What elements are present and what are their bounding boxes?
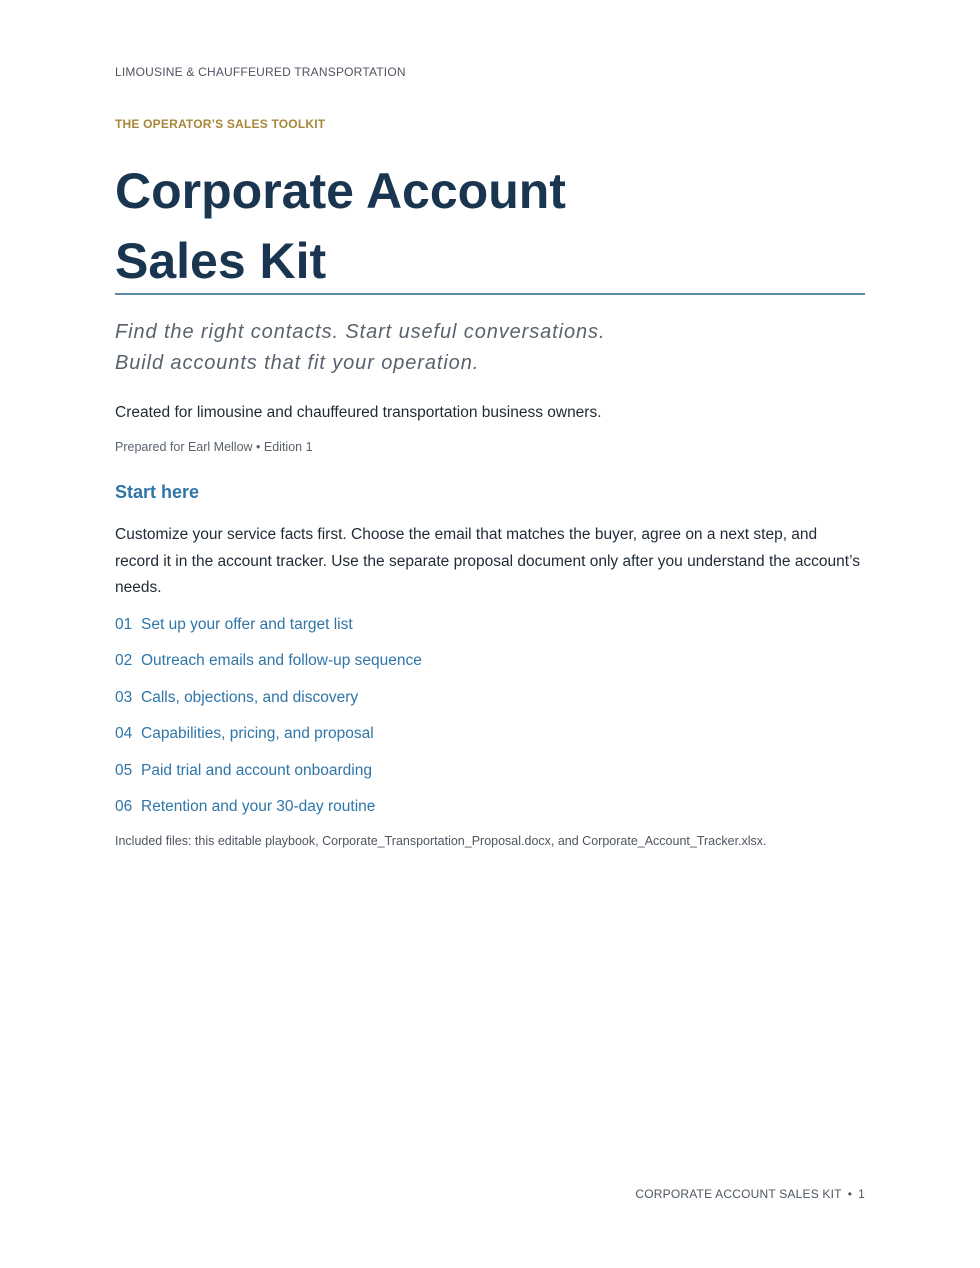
toc-number: 02 (115, 652, 133, 670)
intro-text: Created for limousine and chauffeured transportation business owners. (115, 404, 602, 421)
toc-label: Retention and your 30-day routine (141, 797, 376, 815)
toc-number: 03 (115, 688, 133, 706)
page-number: 1 (858, 1187, 865, 1201)
toc-item-04[interactable] (115, 721, 422, 757)
tagline-line-1: Find the right contacts. Start useful conversations. (115, 321, 606, 343)
tagline (115, 317, 605, 379)
toc-label: Calls, objections, and discovery (141, 688, 359, 706)
table-of-contents (115, 612, 422, 830)
toc-label: Capabilities, pricing, and proposal (141, 725, 374, 743)
included-files-note: Included files: this editable playbook, Corporate_Transportation_Proposal.docx, and Corporate_Account_Tracker.xlsx. (115, 834, 767, 848)
toc-item-05[interactable] (115, 758, 422, 794)
page-footer (635, 1187, 865, 1201)
title-line-1: Corporate Account (115, 163, 566, 219)
toc-number: 06 (115, 797, 133, 815)
toc-number: 01 (115, 616, 133, 633)
document-page (115, 0, 865, 1268)
toc-label: Paid trial and account onboarding (141, 761, 372, 779)
start-here-heading: Start here (115, 482, 200, 502)
tagline-line-2: Build accounts that fit your operation. (115, 352, 480, 374)
toc-item-03[interactable] (115, 685, 422, 721)
footer-label: CORPORATE ACCOUNT SALES KIT (635, 1187, 842, 1201)
title-line-2: Sales Kit (115, 233, 327, 289)
running-header: LIMOUSINE & CHAUFFEURED TRANSPORTATION (115, 65, 406, 79)
toc-number: 04 (115, 725, 133, 743)
toc-label: Set up your offer and target list (141, 616, 353, 633)
toc-item-06[interactable] (115, 794, 422, 830)
start-here-paragraph: Customize your service facts first. Choose the email that matches the buyer, agree on a next step, and record it in the account tracker. Use the separate proposal document only after you understand the account’s needs. (115, 526, 861, 596)
toc-item-01[interactable] (115, 612, 422, 648)
toc-number: 05 (115, 761, 133, 779)
footer-separator: • (847, 1187, 853, 1201)
document-title (115, 156, 566, 296)
title-divider (115, 293, 865, 295)
toc-label: Outreach emails and follow-up sequence (141, 652, 422, 670)
toc-item-02[interactable] (115, 648, 422, 684)
cover-kicker: THE OPERATOR’S SALES TOOLKIT (115, 117, 326, 131)
prepared-for-line: Prepared for Earl Mellow • Edition 1 (115, 440, 313, 454)
